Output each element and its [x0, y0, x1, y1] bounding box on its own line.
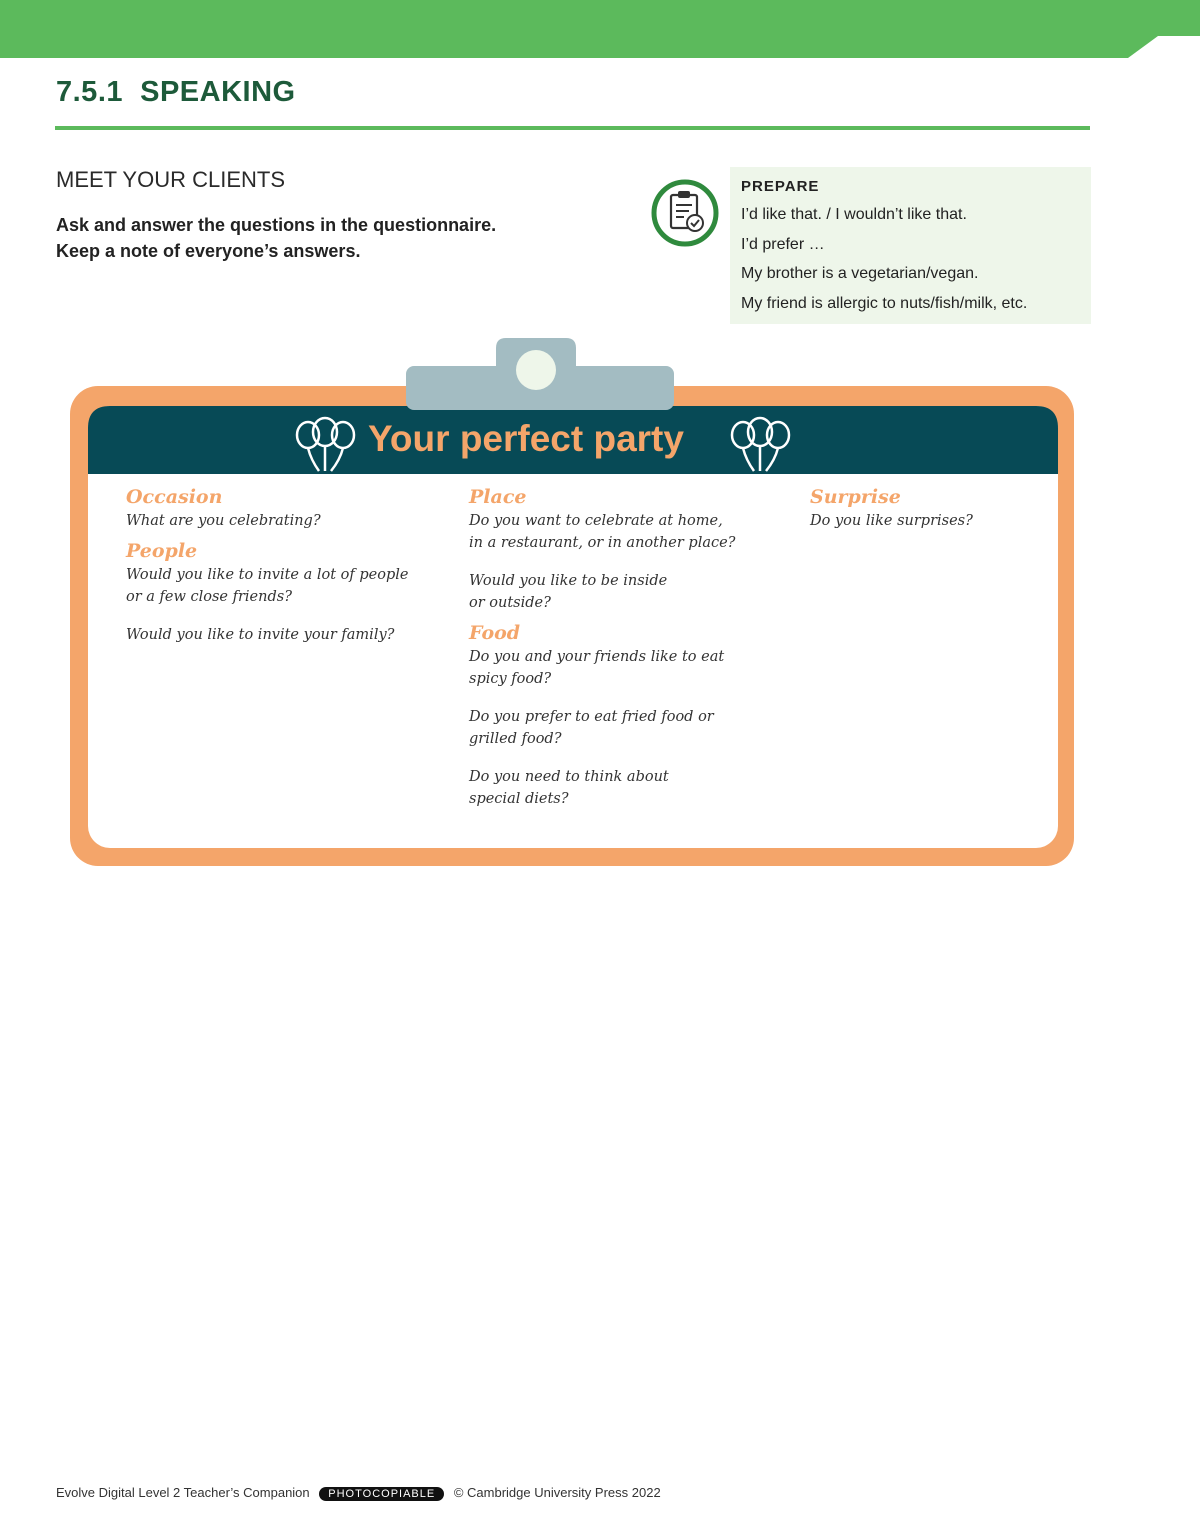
- questionnaire-column-3: [810, 484, 1040, 532]
- question-line: What are you celebrating?: [126, 513, 321, 529]
- balloons-icon: [293, 415, 359, 478]
- question-line: Do you need to think about: [469, 769, 669, 785]
- people-heading: People: [126, 540, 198, 562]
- footer-copyright: © Cambridge University Press 2022: [453, 1485, 661, 1500]
- question-line: Would you like to invite a lot of people: [126, 567, 409, 583]
- footer-title: Evolve Digital Level 2 Teacher’s Companion: [56, 1485, 310, 1500]
- question-line: grilled food?: [469, 731, 562, 747]
- occasion-heading: Occasion: [126, 486, 223, 508]
- question-line: Do you and your friends like to eat: [469, 649, 725, 665]
- food-heading: Food: [469, 622, 521, 644]
- prepare-phrase: My friend is allergic to nuts/fish/milk, etc.: [741, 294, 1028, 312]
- question-line: or outside?: [469, 595, 551, 611]
- questionnaire-column-1: [126, 484, 456, 646]
- question-line: special diets?: [469, 791, 569, 807]
- question-line: or a few close friends?: [126, 589, 292, 605]
- question-line: Would you like to invite your family?: [126, 627, 395, 643]
- task-subheading: MEET YOUR CLIENTS: [56, 167, 286, 192]
- page-footer: [56, 1485, 661, 1501]
- prepare-phrase: My brother is a vegetarian/vegan.: [741, 265, 979, 282]
- section-number: 7.5.1: [56, 76, 123, 108]
- question-line: Would you like to be inside: [469, 573, 668, 589]
- question-line: Do you like surprises?: [810, 513, 973, 529]
- questionnaire-column-2: [469, 484, 789, 810]
- question-line: spicy food?: [469, 671, 552, 687]
- photocopiable-badge: PHOTOCOPIABLE: [319, 1487, 444, 1501]
- question-line: Do you prefer to eat fried food or: [469, 709, 714, 725]
- instruction-line: Ask and answer the questions in the questionnaire.: [56, 215, 497, 235]
- questionnaire-title: Your perfect party: [368, 418, 684, 459]
- surprise-heading: Surprise: [810, 486, 901, 508]
- prepare-phrase: I’d prefer …: [741, 235, 825, 253]
- section-name: SPEAKING: [140, 76, 296, 108]
- place-heading: Place: [469, 486, 527, 508]
- instruction-line: Keep a note of everyone’s answers.: [56, 241, 361, 261]
- question-line: Do you want to celebrate at home,: [469, 513, 723, 529]
- prepare-phrase: I’d like that. / I wouldn’t like that.: [741, 206, 967, 223]
- prepare-title: PREPARE: [741, 178, 820, 195]
- balloons-icon: [728, 415, 794, 478]
- question-line: in a restaurant, or in another place?: [469, 535, 736, 551]
